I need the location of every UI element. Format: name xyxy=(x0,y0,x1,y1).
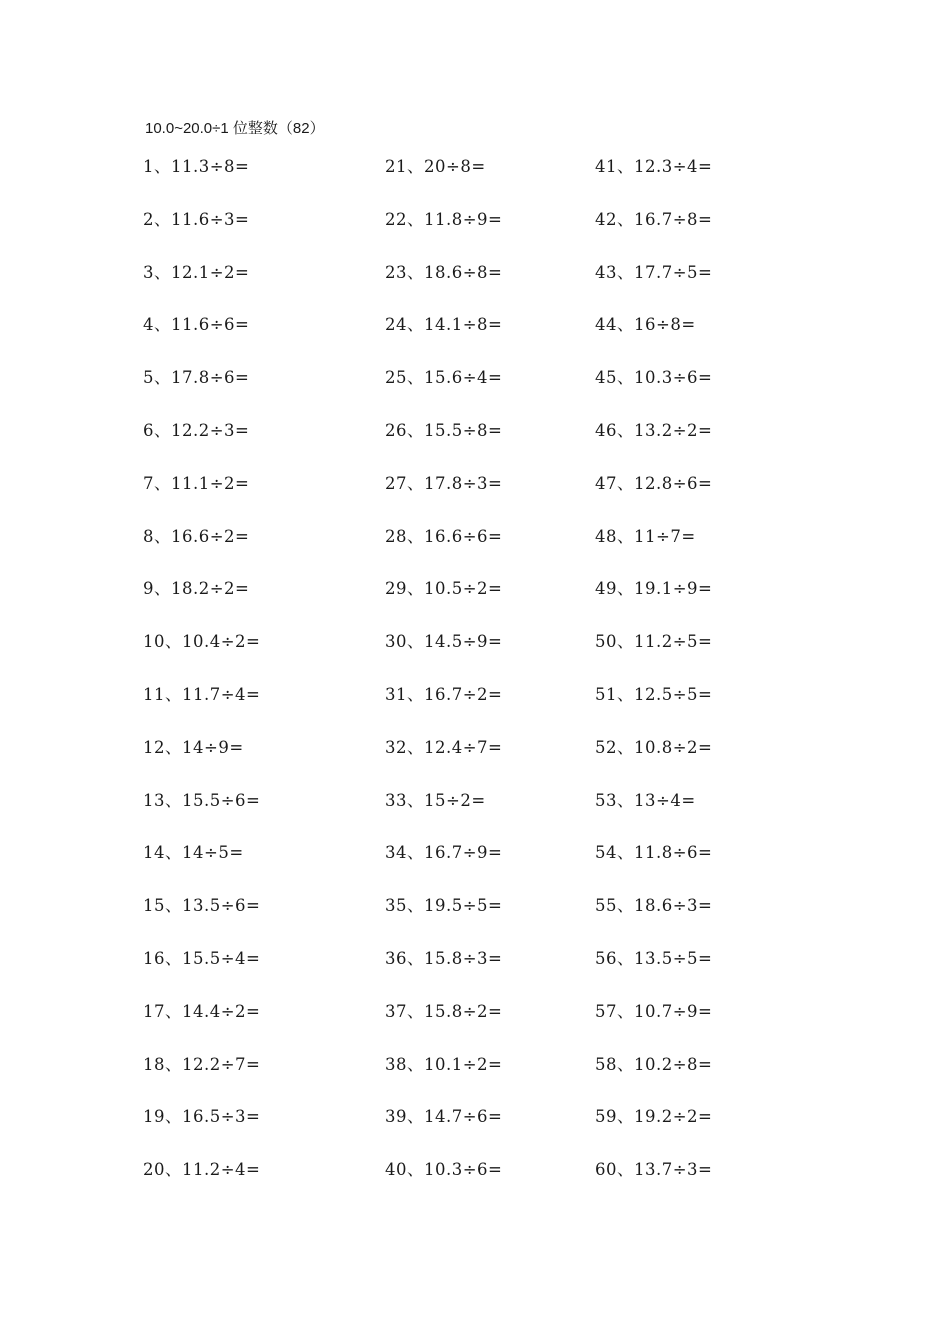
problem-item: 15、13.5÷6= xyxy=(143,896,261,916)
problem-item: 38、10.1÷2= xyxy=(385,1054,503,1074)
problem-item: 55、18.6÷3= xyxy=(595,896,713,916)
problem-item: 23、18.6÷8= xyxy=(385,262,503,282)
problem-item: 18、12.2÷7= xyxy=(143,1054,261,1074)
problem-item: 11、11.7÷4= xyxy=(143,684,261,704)
problem-item: 19、16.5÷3= xyxy=(143,1107,261,1127)
problem-item: 5、17.8÷6= xyxy=(143,368,250,388)
page-title: 10.0~20.0÷1 位整数（82） xyxy=(145,120,325,137)
problem-item: 54、11.8÷6= xyxy=(595,843,713,863)
problem-item: 7、11.1÷2= xyxy=(143,473,250,493)
problem-item: 40、10.3÷6= xyxy=(385,1160,503,1180)
problem-item: 8、16.6÷2= xyxy=(143,526,250,546)
problem-item: 13、15.5÷6= xyxy=(143,790,261,810)
problem-item: 22、11.8÷9= xyxy=(385,209,503,229)
problem-item: 10、10.4÷2= xyxy=(143,632,261,652)
problem-item: 53、13÷4= xyxy=(595,790,696,810)
problem-item: 41、12.3÷4= xyxy=(595,157,713,176)
problem-item: 21、20÷8= xyxy=(385,157,486,176)
problem-column-3 xyxy=(595,156,815,1212)
problem-item: 57、10.7÷9= xyxy=(595,1001,713,1021)
problem-item: 59、19.2÷2= xyxy=(595,1107,713,1127)
problem-item: 50、11.2÷5= xyxy=(595,632,713,652)
problem-item: 1、11.3÷8= xyxy=(143,157,250,176)
problem-item: 52、10.8÷2= xyxy=(595,737,713,757)
problem-item: 43、17.7÷5= xyxy=(595,262,713,282)
problem-item: 25、15.6÷4= xyxy=(385,368,503,388)
problem-column-1 xyxy=(143,156,363,1212)
problem-item: 44、16÷8= xyxy=(595,315,696,335)
problem-item: 56、13.5÷5= xyxy=(595,948,713,968)
problem-item: 36、15.8÷3= xyxy=(385,948,503,968)
problem-item: 33、15÷2= xyxy=(385,790,486,810)
problem-item: 58、10.2÷8= xyxy=(595,1054,713,1074)
problem-item: 42、16.7÷8= xyxy=(595,209,713,229)
problem-item: 45、10.3÷6= xyxy=(595,368,713,388)
problem-item: 16、15.5÷4= xyxy=(143,948,261,968)
problem-item: 39、14.7÷6= xyxy=(385,1107,503,1127)
problem-item: 27、17.8÷3= xyxy=(385,473,503,493)
problem-item: 46、13.2÷2= xyxy=(595,420,713,440)
problem-item: 9、18.2÷2= xyxy=(143,579,250,599)
problem-item: 14、14÷5= xyxy=(143,843,244,863)
problem-item: 2、11.6÷3= xyxy=(143,209,250,229)
problem-item: 48、11÷7= xyxy=(595,526,696,546)
problem-item: 3、12.1÷2= xyxy=(143,262,250,282)
problem-item: 17、14.4÷2= xyxy=(143,1001,261,1021)
problem-item: 28、16.6÷6= xyxy=(385,526,503,546)
problem-item: 49、19.1÷9= xyxy=(595,579,713,599)
problem-item: 20、11.2÷4= xyxy=(143,1160,261,1180)
problem-item: 47、12.8÷6= xyxy=(595,473,713,493)
problem-item: 24、14.1÷8= xyxy=(385,315,503,335)
problem-item: 37、15.8÷2= xyxy=(385,1001,503,1021)
problem-item: 12、14÷9= xyxy=(143,737,244,757)
problem-item: 34、16.7÷9= xyxy=(385,843,503,863)
problem-item: 4、11.6÷6= xyxy=(143,315,250,335)
problem-item: 30、14.5÷9= xyxy=(385,632,503,652)
problem-item: 26、15.5÷8= xyxy=(385,420,503,440)
problem-item: 51、12.5÷5= xyxy=(595,684,713,704)
problem-item: 31、16.7÷2= xyxy=(385,684,503,704)
problem-column-2 xyxy=(385,156,605,1212)
problem-item: 29、10.5÷2= xyxy=(385,579,503,599)
problem-item: 35、19.5÷5= xyxy=(385,896,503,916)
problem-item: 32、12.4÷7= xyxy=(385,737,503,757)
problem-item: 60、13.7÷3= xyxy=(595,1160,713,1180)
problem-item: 6、12.2÷3= xyxy=(143,420,250,440)
